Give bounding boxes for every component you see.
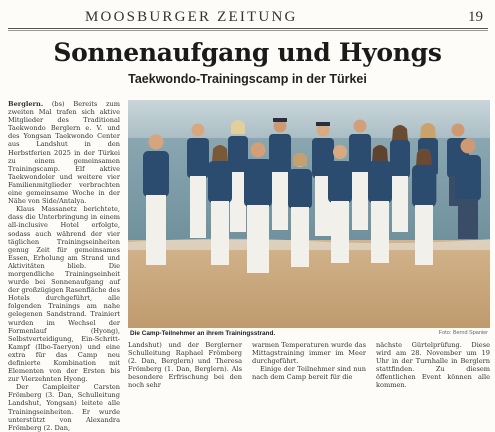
photo-illustration	[128, 100, 490, 328]
article-paragraph: Der Campleiter Carsten Frömberg (3. Dan, Schulleitung Landshut, Yongsan) leitete alle Trainingseinheiten. Er wurde unterstützt von Alexandra Frömberg (2. Dan,	[8, 383, 120, 432]
article-paragraph: Landshut) und der Berglerner Schulleitung Raphael Frömberg (2. Dan, Berglern) und Theresa Frömberg (1. Dan, Berglern). Als besondere Erfrischung bei den noch sehr	[128, 341, 242, 390]
dateline: Berglern.	[8, 100, 44, 108]
article-paragraph: nächste Gürtelprüfung. Diese wird am 28. November um 19 Uhr in der Turnhalle in Berglern stattfinden. Zu diesem öffentlichen Event können alle kommen.	[376, 341, 490, 390]
photo-caption: Die Camp-Teilnehmer an ihrem Trainingsstrand.	[130, 330, 276, 337]
photo-caption-bar	[128, 330, 490, 340]
article-column-left	[8, 100, 120, 432]
article-paragraph: Einige der Teilnehmer sind nun nach dem Camp bereit für die	[252, 365, 366, 382]
masthead	[0, 0, 495, 30]
masthead-rule-thin	[8, 30, 488, 31]
lead-text: Bereits zum zweiten Mal trafen sich aktive Mitglieder des Traditional Taekwondo Berglern e. V. und des Yongsan Taekwondo Center aus Landshut in den Herbstferien 2025 in der Türkei zu einem gemeinsamen Trainingscamp. Elf aktive Taekwondoler und weitere vier Familienmitglieder verbrachten eine gemeinsame Woche in der Nähe von Side/Antalya.	[8, 100, 120, 206]
masthead-rule	[8, 28, 488, 29]
subheadline: Taekwondo-Trainingscamp in der Türkei	[128, 72, 367, 86]
group-photo	[128, 100, 490, 328]
article-column-3	[252, 341, 366, 381]
headline: Sonnenaufgang und Hyongs	[53, 38, 442, 67]
article-column-4	[376, 341, 490, 390]
article-column-2	[128, 341, 242, 390]
author-tag: (bs)	[51, 100, 65, 108]
article-paragraph: Klaus Massanetz berichtete, dass die Unterbringung in einem all-inclusive Hotel erfolgte, sodass auch während der vier täglichen Trainingseinheiten genug Zeit für gemeinsames Essen, Erholung am Strand und Aktivitäten blieb. Die morgendliche Trainingseinheit wurde bei Sonnenaufgang auf der großzügigen Rasenfläche des Hotels durchgeführt, alle folgenden Trainings am nahe gelegenen Sandstrand. Trainiert wurden im Wechsel der Formenlauf (Hyong), Selbstverteidigung, Ein-Schritt-Kampf (Ilbo-Taeryon) und eine extra für das Camp neu definierte Kombination mit Elementen von der Ersten bis zur Vierzehnten Hyong.	[8, 205, 120, 384]
newspaper-name: MOOSBURGER ZEITUNG	[85, 9, 298, 25]
photo-credit: Foto: Bernd Spanier	[438, 330, 488, 336]
article-paragraph: warmen Temperaturen wurde das Mittagstraining immer im Meer durchgeführt.	[252, 341, 366, 366]
article-lead	[8, 100, 120, 205]
page-number: 19	[468, 9, 483, 25]
